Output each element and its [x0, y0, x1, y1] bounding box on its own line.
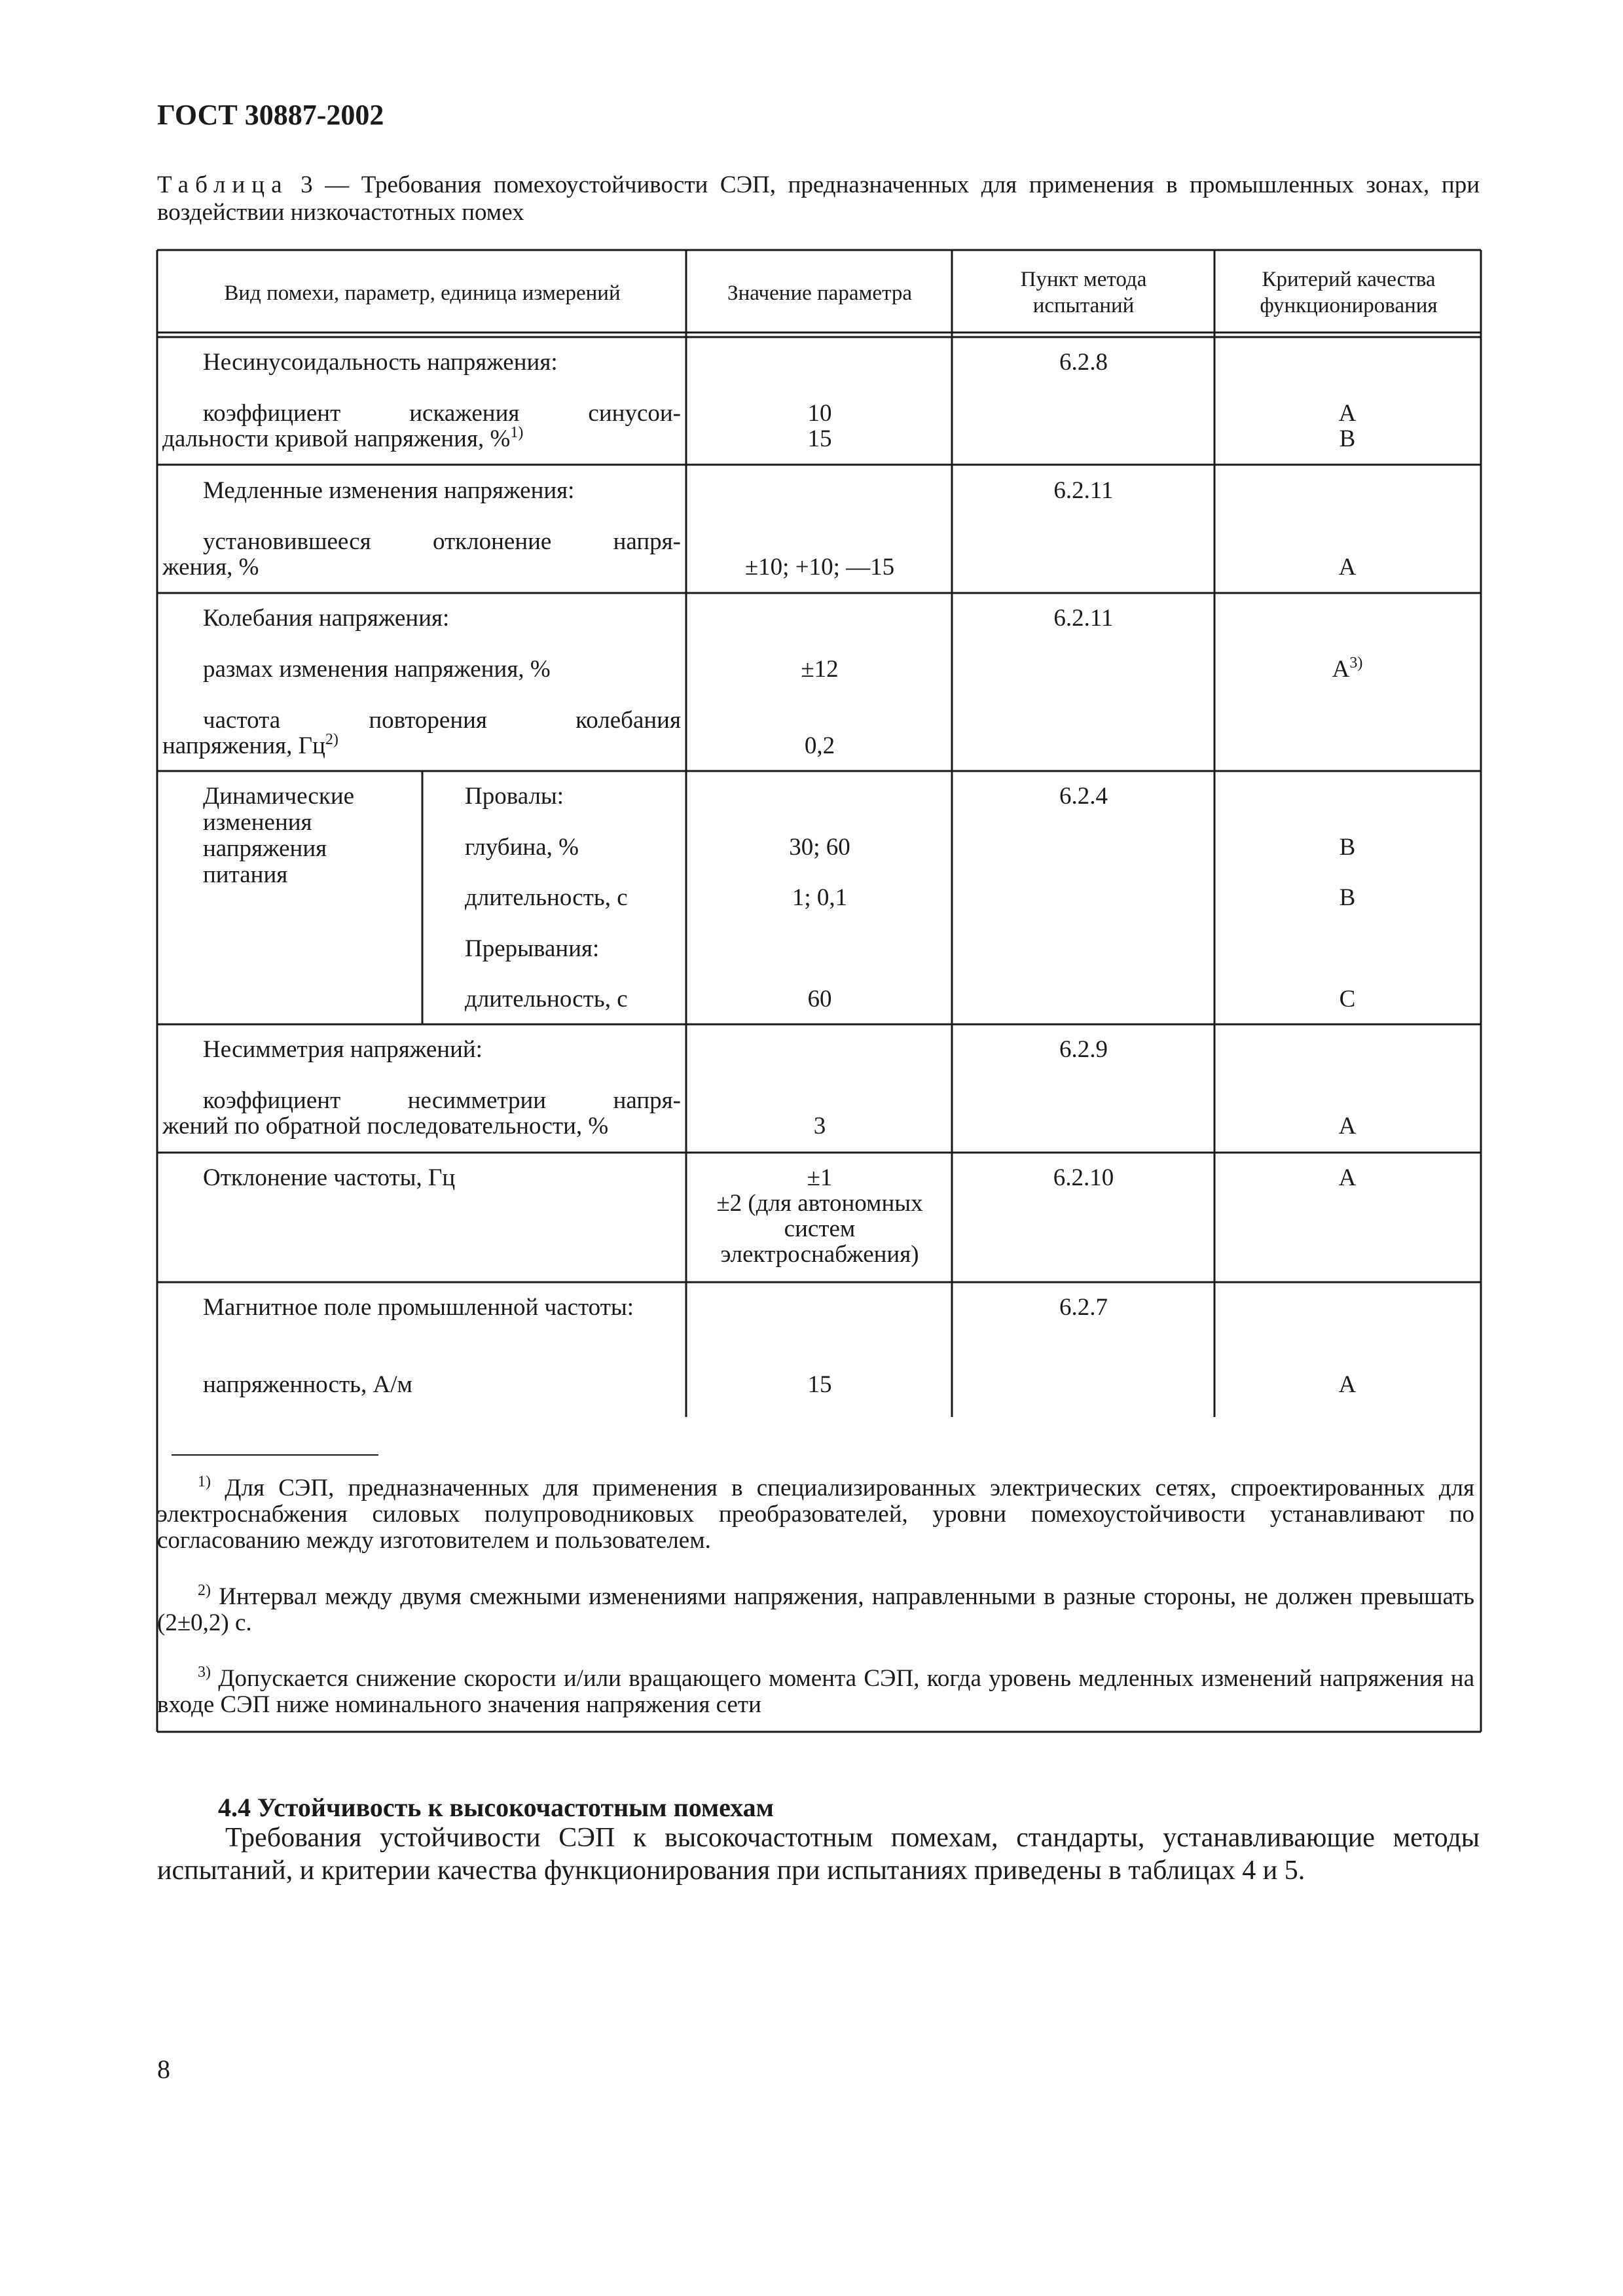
row3-param2-line1: частота повторения колебания	[203, 707, 681, 734]
row3-param1: размах изменения напряжения, %	[203, 656, 551, 683]
row4-clause: 6.2.4	[1059, 783, 1108, 810]
row7-criterion: A	[1338, 1371, 1357, 1398]
footnote-3-text: Допускается снижение скорости и/или вращающего момента СЭП, когда уровень медленных изменений напряжения на входе СЭП ниже номинального значения напряжения сети	[157, 1665, 1474, 1718]
row5-value: 3	[813, 1113, 826, 1139]
row2-param-line2: жения, %	[162, 554, 259, 581]
row7-value: 15	[807, 1371, 832, 1398]
footnote-ref-2: 2)	[325, 731, 338, 748]
row6-clause: 6.2.10	[1053, 1164, 1114, 1191]
row5-clause: 6.2.9	[1059, 1036, 1108, 1063]
row6-value-2: ±2 (для автономных	[716, 1190, 923, 1217]
row4-duration-value: 1; 0,1	[792, 884, 848, 911]
row4-duration2-criterion: C	[1339, 986, 1356, 1013]
row4-group	[203, 783, 419, 888]
table-caption-text: — Требования помехоустойчивости СЭП, предназначенных для применения в промышленных зонах, при воздействии низкочастотных помех	[157, 171, 1480, 226]
row4-duration2-value: 60	[807, 986, 832, 1013]
row4-depth-criterion: B	[1339, 834, 1356, 861]
section-body-text: Требования устойчивости СЭП к высокочастотным помехам, стандарты, устанавливающие методы испытаний, и критерии качества функционирования при испытаниях приведены в таблицах 4 и 5.	[157, 1823, 1480, 1886]
row6-criterion: A	[1338, 1164, 1357, 1191]
section-body	[157, 1821, 1480, 1887]
row1-clause: 6.2.8	[1059, 349, 1108, 376]
row5-title: Несимметрия напряжений:	[203, 1036, 483, 1063]
row4-duration2: длительность, с	[465, 986, 628, 1013]
row6-value-3: систем	[784, 1215, 856, 1242]
row2-clause: 6.2.11	[1053, 477, 1114, 504]
row3-clause: 6.2.11	[1053, 605, 1114, 632]
column-header-criterion: Критерий качества функционирования	[1260, 268, 1438, 317]
row1-value-1: 10	[807, 400, 832, 427]
footnote-1-text: Для СЭП, предназначенных для применения в специализированных электрических сетях, спроектированных для электроснабжения силовых полупроводниковых преобразователей, уровни помехоустойчивости устанавливают по согласованию между изготовителем и пользователем.	[157, 1475, 1475, 1554]
row1-param-line1: коэффициент искажения синусои-	[203, 400, 681, 427]
row4-depth-value: 30; 60	[789, 834, 850, 861]
table-caption-number: 3	[301, 171, 313, 198]
footnote-1	[157, 1475, 1474, 1554]
footnote-3-mark: 3)	[198, 1664, 211, 1681]
column-header-clause: Пункт метода испытаний	[1020, 268, 1147, 317]
row2-title: Медленные изменения напряжения:	[203, 477, 575, 504]
footnote-1-mark: 1)	[198, 1473, 211, 1490]
row3-param2-text: напряжения, Гц	[162, 732, 325, 759]
row7-clause: 6.2.7	[1059, 1294, 1108, 1321]
row1-param-text: дальности кривой напряжения, %	[162, 425, 511, 452]
row2-value: ±10; +10; —15	[744, 554, 895, 581]
footnote-2-mark: 2)	[198, 1582, 211, 1599]
row3-criterion1-text: A	[1332, 656, 1350, 683]
row7-title-text: Магнитное поле промышленной частоты:	[203, 1294, 634, 1321]
row1-criterion-1: A	[1338, 400, 1357, 427]
row1-value-2: 15	[807, 425, 832, 452]
row2-param-line1: установившееся отклонение напря-	[203, 528, 681, 555]
row3-value2: 0,2	[804, 732, 835, 759]
row3-title: Колебания напряжения:	[203, 605, 450, 632]
row6-title: Отклонение частоты, Гц	[203, 1164, 456, 1191]
row5-param-line1: коэффициент несимметрии напря-	[203, 1087, 681, 1114]
footnote-ref-1: 1)	[510, 424, 524, 441]
row7-title	[162, 1295, 681, 1321]
page-number: 8	[157, 2054, 170, 2084]
row6-value-1: ±1	[807, 1164, 833, 1191]
row2-criterion: A	[1338, 554, 1357, 581]
row1-criterion-2: B	[1339, 425, 1356, 452]
row4-depth: глубина, %	[465, 834, 579, 861]
column-header-type: Вид помехи, параметр, единица измерений	[224, 281, 621, 305]
row7-param: напряженность, А/м	[203, 1371, 412, 1398]
row1-title: Несинусоидальность напряжения:	[203, 349, 558, 376]
row3-param2-line2	[162, 733, 338, 759]
row1-param-line2	[162, 426, 523, 452]
footnote-3	[157, 1666, 1474, 1718]
table-caption-label: Таблица	[157, 171, 289, 198]
row6-value-4: электроснабжения)	[720, 1241, 919, 1268]
row5-criterion: A	[1338, 1113, 1357, 1139]
column-header-value: Значение параметра	[727, 281, 912, 305]
row4-sub1: Провалы:	[465, 783, 564, 810]
footnote-2-text: Интервал между двумя смежными изменениями напряжения, направленными в разные стороны, не должен превышать (2±0,2) с.	[157, 1583, 1474, 1636]
row4-duration: длительность, с	[465, 884, 628, 911]
row4-sub2: Прерывания:	[465, 935, 600, 962]
row4-group-text: Динамические изменения напряжения питания	[203, 783, 355, 888]
section-title: 4.4 Устойчивость к высокочастотным помехам	[218, 1793, 774, 1822]
document-code: ГОСТ 30887-2002	[157, 99, 384, 131]
footnote-2	[157, 1584, 1474, 1636]
row5-param-line2: жений по обратной последовательности, %	[162, 1113, 609, 1139]
row3-criterion1	[1219, 656, 1476, 683]
footnote-ref-3: 3)	[1349, 655, 1363, 672]
row4-duration-criterion: B	[1339, 884, 1356, 911]
row3-value1: ±12	[801, 656, 839, 683]
